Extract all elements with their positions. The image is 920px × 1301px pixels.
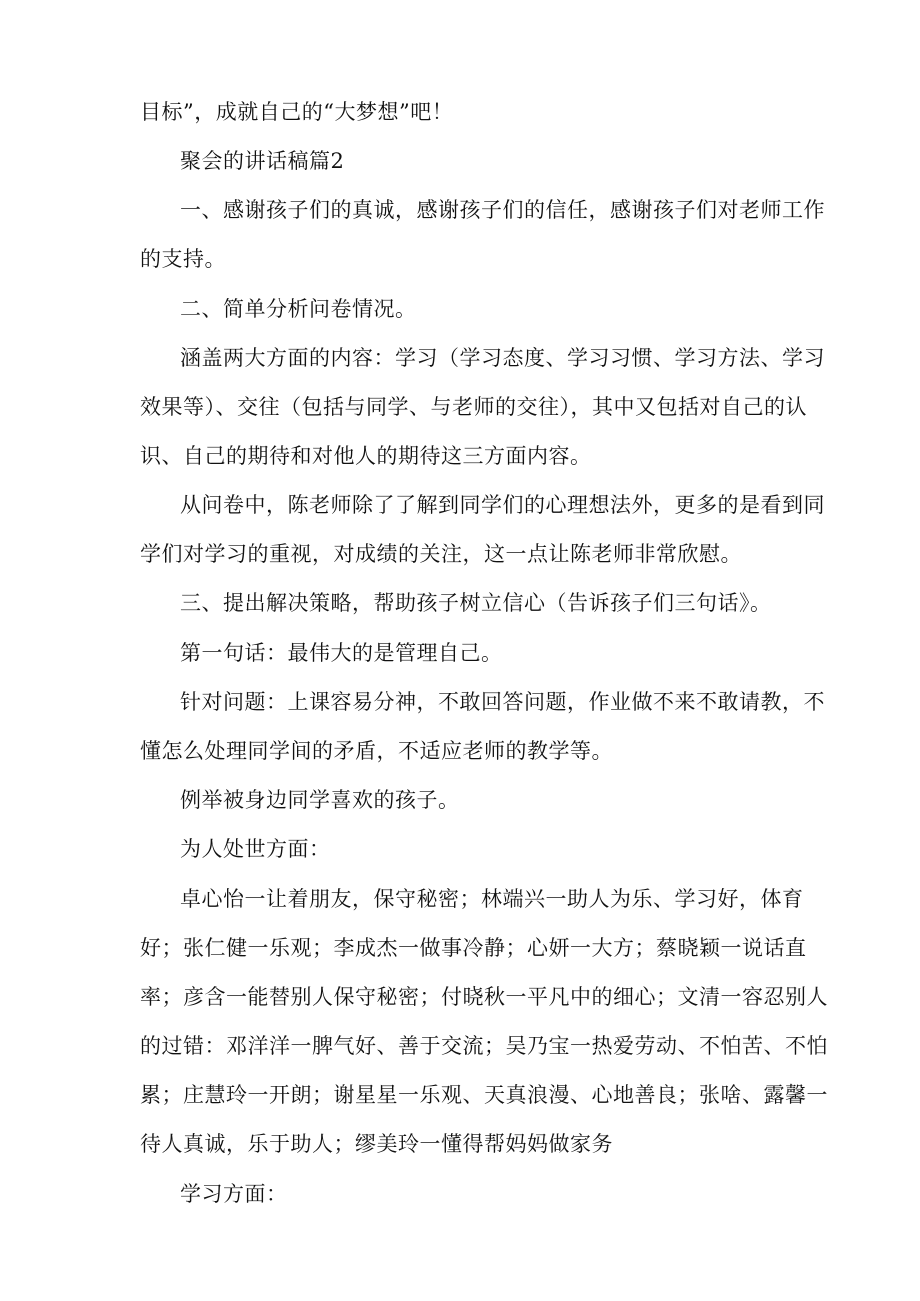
text-line-17: 卓心怡一让着朋友，保守秘密；林端兴一助人为乐、学习好，体育 — [180, 887, 804, 911]
text-line-14: 懂怎么处理同学间的矛盾，不适应老师的教学等。 — [140, 739, 613, 763]
text-line-22: 待人真诚，乐于助人；缪美玲一懂得帮妈妈做家务 — [140, 1132, 613, 1156]
text-line-19: 率；彦含一能替别人保守秘密；付晓秋一平凡中的细心；文清一容忍别人 — [140, 985, 828, 1009]
text-line-11: 三、提出解决策略，帮助孩子树立信心（告诉孩子们三句话》。 — [180, 591, 772, 615]
text-line-20: 的过错：邓洋洋一脾气好、善于交流；吴乃宝一热爱劳动、不怕苦、不怕 — [140, 1034, 828, 1058]
text-line-21: 累；庄慧玲一开朗；谢星星一乐观、天真浪漫、心地善良；张啥、露馨一 — [140, 1083, 828, 1107]
text-line-3: 一、感谢孩子们的真诚，感谢孩子们的信任，感谢孩子们对老师工作 — [180, 198, 825, 222]
text-line-9: 从问卷中，陈老师除了了解到同学们的心理想法外，更多的是看到同 — [180, 493, 825, 517]
section-heading: 聚会的讲话稿篇2 — [180, 149, 345, 173]
text-line-5: 二、简单分析问卷情况。 — [180, 297, 417, 321]
text-line-13: 针对问题：上课容易分神，不敢回答问题，作业做不来不敢请教，不 — [180, 690, 825, 714]
text-line-23: 学习方面： — [180, 1182, 288, 1206]
text-line-12: 第一句话：最伟大的是管理自己。 — [180, 641, 503, 665]
text-line-16: 为人处世方面： — [180, 837, 331, 861]
text-line-1: 目标”，成就自己的“大梦想”吧！ — [140, 100, 454, 124]
text-line-6: 涵盖两大方面的内容：学习（学习态度、学习习惯、学习方法、学习 — [180, 346, 825, 370]
text-line-4: 的支持。 — [140, 247, 226, 271]
text-line-7: 效果等）、交往（包括与同学、与老师的交往），其中又包括对自己的认 — [140, 395, 807, 419]
text-line-15: 例举被身边同学喜欢的孩子。 — [180, 788, 460, 812]
text-line-18: 好；张仁健一乐观；李成杰一做事冷静；心妍一大方；蔡晓颖一说话直 — [140, 936, 807, 960]
text-line-10: 学们对学习的重视，对成绩的关注，这一点让陈老师非常欣慰。 — [140, 542, 742, 566]
text-line-8: 识、自己的期待和对他人的期待这三方面内容。 — [140, 444, 592, 468]
